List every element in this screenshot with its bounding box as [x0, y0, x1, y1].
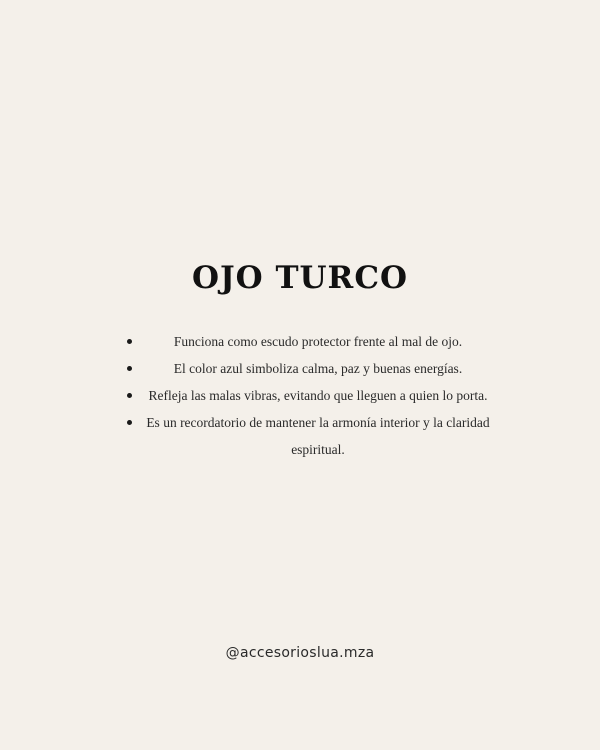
list-item-text: El color azul simboliza calma, paz y buenas energías. [173, 361, 463, 376]
bullet-icon [127, 420, 132, 425]
list-item [118, 382, 498, 409]
list-item [118, 328, 498, 355]
bullet-icon [127, 393, 132, 398]
bullet-icon [127, 339, 132, 344]
list-item-text: Funciona como escudo protector frente al mal de ojo. [173, 334, 463, 349]
list-item [118, 355, 498, 382]
list-item-text: Es un recordatorio de mantener la armonía interior y la claridad espiritual. [146, 415, 490, 457]
instagram-handle: @accesorioslua.mza [225, 645, 375, 661]
list-item [118, 409, 498, 463]
benefits-list [118, 328, 498, 463]
page-title: OJO TURCO [191, 260, 408, 296]
list-item-text: Refleja las malas vibras, evitando que lleguen a quien lo porta. [148, 388, 488, 403]
bullet-icon [127, 366, 132, 371]
